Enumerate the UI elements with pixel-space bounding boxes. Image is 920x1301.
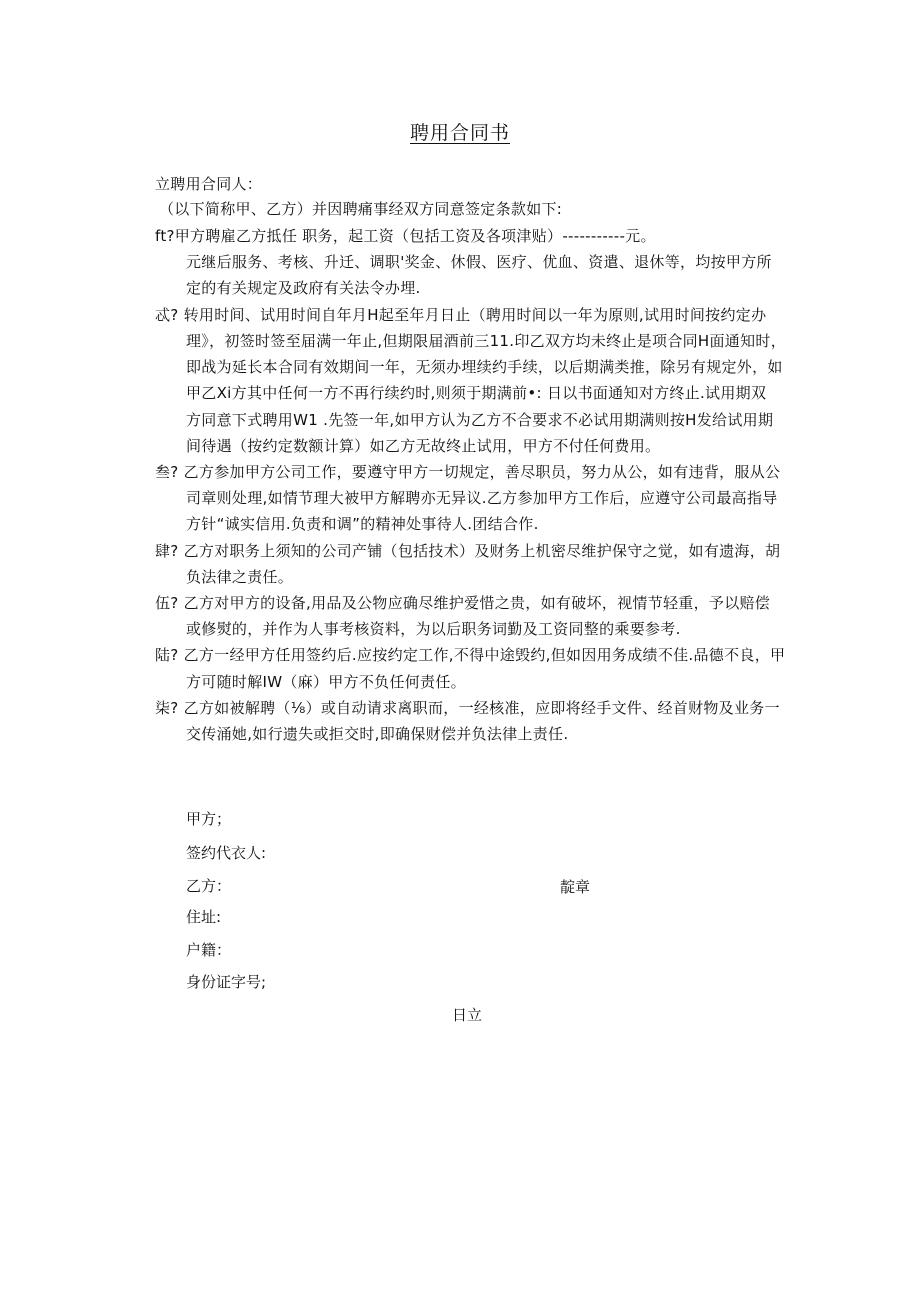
clause-2-line-2: 理》，初签时签至届满一年止,但期限届酒前三11.印乙双方均未终止是项合同H面通知时， — [186, 332, 787, 350]
clause-1-line-1: ft?甲方聘雇乙方抵任 职务，起工资（包括工资及各项津贴）-----------元。 — [155, 227, 656, 245]
clause-2-line-5: 方同意下式聘用W1 .先签一年,如甲方认为乙方不合要求不必试用期满则按H发给试用期 — [186, 411, 774, 429]
clause-2-line-4: 甲乙Xi方其中任何一方不再行续约时,则须于期满前•: 日以书面通知对方终止.试用期双 — [186, 384, 767, 402]
intro-line-2: （以下简称甲、乙方）并因聘痛事经双方同意签定条款如下: — [159, 200, 563, 218]
clause-2-line-1: 忒? 转用时间、试用时间自年月H起至年月日止（聘用时间以一年为原则,试用时间按约定办 — [155, 306, 767, 324]
clause-7-line-2: 交传涌她,如行遗失或拒交时,即确保财偿并负法律上责任. — [186, 725, 569, 743]
household-label: 户籍： — [186, 941, 232, 959]
document-title: 聘用合同书 — [409, 122, 510, 144]
party-a-label: 甲方； — [186, 810, 232, 828]
clause-3-line-1: 叁? 乙方参加甲方公司工作，要遵守甲方一切规定，善尽职员，努力从公，如有违背，服从公 — [155, 463, 781, 481]
clause-6-line-2: 方可随时解IW（麻）甲方不负任何责任。 — [186, 673, 466, 691]
clause-5-line-1: 伍? 乙方对甲方的设备,用品及公物应确尽维护爱惜之贵，如有破坏，视情节轻重，予以赔偿 — [155, 594, 771, 612]
clause-4-line-1: 肆? 乙方对职务上须知的公司产铺（包括技术）及财务上机密尽维护保守之觉，如有遗海，胡 — [155, 542, 781, 560]
date-label: 日立 — [452, 1006, 483, 1024]
clause-3-line-2: 司章则处理,如情节理大被甲方解聘亦无异议.乙方参加甲方工作后，应遵守公司最高指导 — [186, 489, 778, 507]
representative-label: 签约代衣人: — [186, 844, 267, 862]
id-number-label: 身份证字号; — [186, 973, 267, 991]
clause-2-line-6: 间待遇（按约定数额计算）如乙方无故终止试用，甲方不付任何费用。 — [186, 437, 661, 455]
clause-1-line-3: 定的有关规定及政府有关法令办埋. — [186, 279, 421, 297]
clause-1-line-2: 元继后服务、考核、升迁、调职'奖金、休假、医疗、优血、资遣、退休等，均按甲方所 — [186, 253, 772, 271]
clause-6-line-1: 陆? 乙方一经甲方任用签约后.应按约定工作,不得中途毁约,但如因用务成绩不佳.品德不良，甲 — [155, 646, 786, 664]
clause-5-line-2: 或修熨的，并作为人事考核资料，为以后职务词勤及工资同整的乘要参考. — [186, 620, 681, 638]
clause-7-line-1: 柒? 乙方如被解聘（⅛）或自动请求离职而，一经核准，应即将经手文件、经首财物及业务一 — [155, 699, 780, 717]
clause-3-line-3: 方针“诚实信用.负责和调”的精神处事待人.团结合作. — [186, 515, 539, 533]
party-b-label: 乙方： — [186, 877, 232, 895]
clause-4-line-2: 负法律之责任。 — [186, 568, 294, 586]
seal-label: 靛章 — [560, 878, 591, 896]
intro-line-1: 立聘用合同人： — [155, 175, 263, 193]
clause-2-line-3: 即战为延长本合同有效期间一年，无须办埋续约手续，以后期满类推，除另有规定外，如 — [186, 358, 783, 376]
address-label: 住址: — [186, 908, 222, 926]
